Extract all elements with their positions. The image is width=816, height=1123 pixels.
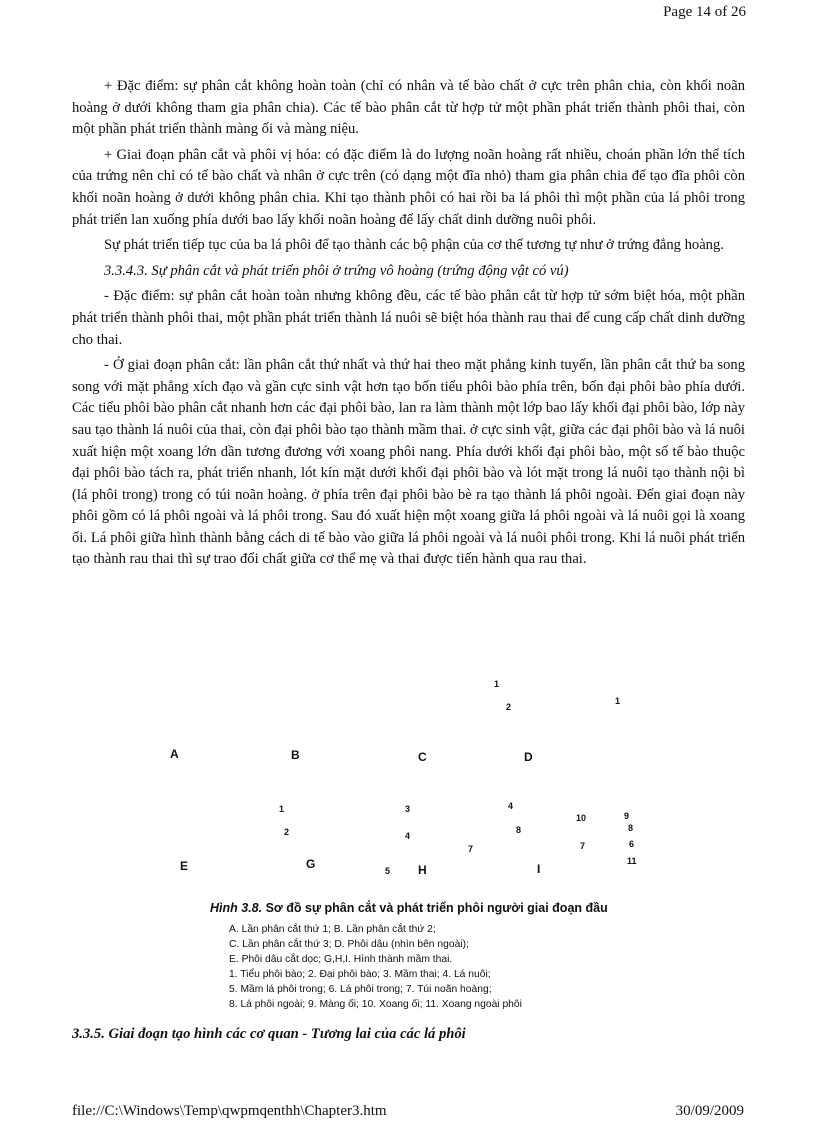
figure-label-a: A (170, 747, 179, 761)
paragraph-2: + Giai đoạn phân cắt và phôi vị hóa: có đặc điểm là do lượng noãn hoàng rất nhiều, choán phần lớn thể tích của trứng nên chỉ có tế bào chất và nhân ở cực trên (có dạng một đĩa nhỏ) tham gia phân chia để tạo đĩa phôi còn khối noãn hoàng ở dưới không phân chia. Khi tạo thành phôi có hai rồi ba lá phôi thì một phần của lá phôi trong phát triển lan xuống phía dưới bao lấy khối noãn hoàng để lấy chất dinh dưỡng nuôi phôi. (72, 146, 745, 228)
figure-label: 2 (284, 827, 290, 837)
figure-label-d: D (524, 750, 533, 764)
figure-caption-title: Sơ đồ sự phân cắt và phát triển phôi người giai đoạn đầu (265, 901, 608, 915)
figure-caption (210, 901, 608, 915)
paragraph-3: Sự phát triển tiếp tục của ba lá phôi để tạo thành các bộ phận của cơ thể tương tự như ở trứng đẳng hoàng. (104, 237, 724, 254)
subsection-heading: 3.3.4.3. Sự phân cắt và phát triển phôi ở trứng vô hoàng (trứng động vật có vú) (104, 262, 569, 279)
legend-line: A. Lần phân cắt thứ 1; B. Lần phân cắt thứ 2; (229, 924, 436, 935)
section-heading: 3.3.5. Giai đoạn tạo hình các cơ quan - Tương lai của các lá phôi (72, 1026, 466, 1042)
figure-label: 7 (468, 844, 474, 854)
paragraph-1: + Đặc điểm: sự phân cắt không hoàn toàn (chỉ có nhân và tế bào chất ở cực trên phân chia, còn khối noãn hoàng ở dưới không tham gia phân chia). Các tế bào phân cắt từ hợp tử một phần phát triển thành phôi thai, còn một phần phát triển thành màng ối và màng niệu. (72, 78, 745, 138)
figure-label-i: I (537, 862, 541, 876)
legend-line: C. Lần phân cắt thứ 3; D. Phôi dâu (nhìn bên ngoài); (229, 939, 469, 951)
figure-caption-number: Hình 3.8. (210, 901, 263, 915)
figure-label-e: E (180, 859, 189, 873)
figure-label: 10 (576, 813, 587, 823)
figure-label: 9 (624, 811, 630, 821)
figure-label: 1 (615, 696, 621, 706)
paragraph-5: - Ở giai đoạn phân cắt: lần phân cắt thứ nhất và thứ hai theo mặt phẳng kinh tuyến, lần phân cắt thứ ba song song với mặt phẳng xích đạo và gần cực sinh vật hơn tạo bốn tiểu phôi bào phía trên, bốn đại phôi bào phía dưới. Các tiểu phôi bào phân cắt nhanh hơn các đại phôi bào, lan ra làm thành một lớp bao lấy khối đại phôi bào, lớp này sau tạo thành lá nuôi của thai, còn đại phôi bào tạo thành mầm thai. ở cực sinh vật, giữa các đại phôi bào và lá nuôi xuất hiện một xoang lớn dần tương đương với xoang phôi nang. Phía dưới khối đại phôi bào, một số tế bào thuộc đại phôi bào tách ra, phát triển nhanh, lót kín mặt dưới khối đại phôi bào và lót mặt trong lá nuôi tạo thành nội bì (lá phôi trong) trong có túi noãn hoàng. ở phía trên đại phôi bào bè ra tạo thành lá phôi ngoài. Đến giai đoạn này phôi gồm có lá phôi ngoài và lá phôi trong. Sau đó xuất hiện một xoang giữa lá phôi ngoài và lá nuôi gọi là xoang ối. Lá phôi giữa hình thành bằng cách di tế bào vào giữa lá phôi ngoài và lá nuôi phôi trong. Khi lá nuôi phát triển tạo thành rau thai thì sự trao đổi chất giữa cơ thể mẹ và thai được tiến hành qua rau thai. (72, 357, 745, 568)
figure-label: 6 (629, 839, 635, 849)
figure-label: 2 (506, 702, 512, 712)
page-number: Page 14 of 26 (663, 4, 746, 20)
figure-label: 4 (405, 831, 411, 841)
figure-label-h: H (418, 863, 427, 877)
footer-file-path: file://C:\Windows\Temp\qwpmqenthh\Chapter3.htm (72, 1103, 387, 1119)
figure-label: 11 (627, 856, 637, 866)
document-body (72, 76, 745, 575)
figure-label: 4 (508, 801, 514, 811)
footer-date: 30/09/2009 (675, 1103, 744, 1119)
figure-label: 5 (385, 866, 391, 876)
figure-embryo-diagram (0, 670, 816, 895)
figure-label: 8 (516, 825, 522, 835)
figure-label: 7 (580, 841, 586, 851)
figure-label: 8 (628, 823, 634, 833)
paragraph-4: - Đặc điểm: sự phân cắt hoàn toàn nhưng không đều, các tế bào phân cắt từ hợp tử sớm biệt hóa, một phần phát triển thành phôi thai, một phần phát triển thành lá nuôi sẽ biệt hóa thành rau thai để cung cấp chất dinh dưỡng cho thai. (72, 288, 745, 348)
figure-label-g: G (306, 857, 316, 871)
figure-label: 3 (405, 804, 411, 814)
legend-line: 5. Mầm lá phôi trong; 6. Lá phôi trong; 7. Túi noãn hoàng; (229, 984, 492, 996)
figure-label: 1 (494, 679, 500, 689)
figure-label-c: C (418, 750, 427, 764)
legend-line: E. Phôi dâu cắt dọc; G,H,I. Hình thành mầm thai. (229, 954, 453, 966)
legend-line: 1. Tiểu phôi bào; 2. Đại phôi bào; 3. Mầm thai; 4. Lá nuôi; (229, 969, 491, 981)
legend-line: 8. Lá phôi ngoài; 9. Màng ối; 10. Xoang ối; 11. Xoang ngoài phôi (229, 999, 522, 1011)
figure-label-b: B (291, 748, 300, 762)
figure-legend (229, 922, 522, 1013)
figure-label: 1 (279, 804, 285, 814)
